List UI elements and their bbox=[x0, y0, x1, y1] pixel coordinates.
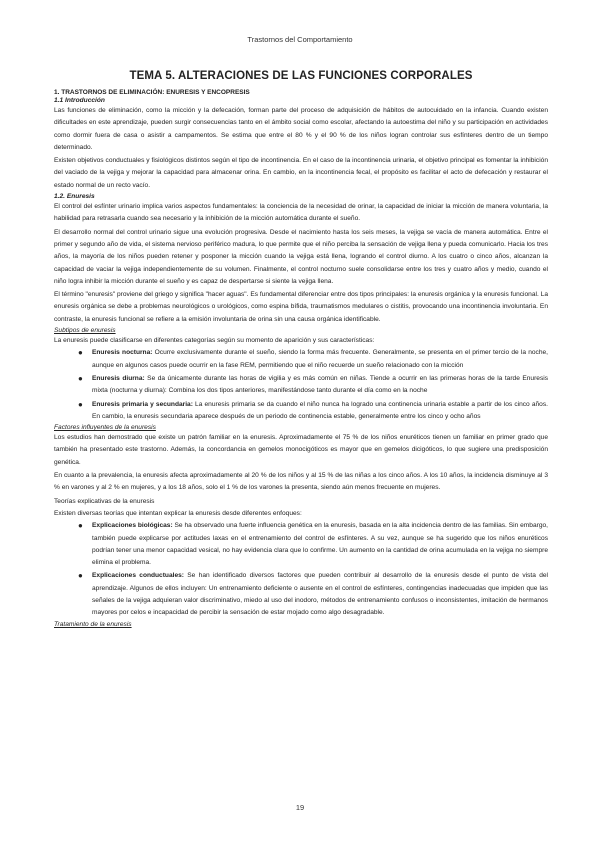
subtipos-intro: La enuresis puede clasificarse en diferentes categorías según su momento de aparición y sus características: bbox=[54, 337, 375, 345]
list-item-text: Se han identificado diversos factores que pueden contribuir al desarrollo de la enuresis desde el punto de vista del aprendizaje. Algunos de ellos incluyen: Un entrenamiento deficiente o ausente en el control de esfínteres, contingencias inadecuadas que impiden que las señales de la vejiga adquieran valor discriminativo, miedo al uso del inodoro, métodos de entrenamiento confusos o inconsistentes, imitación de hermanos mayores por celos e incapacidad de percibir la sensación de estar mojado como algo desagradable. bbox=[92, 572, 548, 617]
list-item-label: Enuresis primaria y secundaria: bbox=[92, 400, 193, 408]
list-item bbox=[78, 399, 548, 424]
factores-heading: Factores influyentes de la enuresis bbox=[54, 424, 156, 432]
page-number: 19 bbox=[295, 803, 305, 812]
list-item-label: Explicaciones conductuales: bbox=[92, 572, 184, 580]
list-item-label: Enuresis diurna: bbox=[92, 374, 145, 382]
list-item-text: Se da únicamente durante las horas de vigilia y es más común en niñas. Tiende a ocurrir en las primeras horas de la tarde Enuresis mixta (nocturna y diurna): Combina los dos tipos anteriores, manifestándose tanto durante el día como en la noche bbox=[92, 374, 548, 395]
bullet-icon: ● bbox=[78, 571, 83, 581]
bullet-icon: ● bbox=[78, 521, 83, 531]
list-item-text: La enuresis primaria se da cuando el niño nunca ha logrado una continencia urinaria estable a partir de los cinco años. En cambio, la enuresis secundaria aparece después de un periodo de continencia estable, generalmente entre los cinco y ocho años bbox=[92, 400, 548, 420]
list-item bbox=[78, 570, 548, 619]
list-item bbox=[78, 373, 548, 398]
page-content bbox=[54, 70, 548, 629]
running-header: Trastornos del Comportamiento bbox=[247, 35, 353, 44]
bullet-icon: ● bbox=[78, 348, 83, 358]
enuresis-paragraph-1: El control del esfínter urinario implica varios aspectos fundamentales: la conciencia de la necesidad de orinar, la capacidad de iniciar la micción de manera voluntaria, la habilidad para retrasarla cuando sea necesario y la inhibición de la micción automática durante el sueño. bbox=[54, 203, 548, 223]
teorias-list bbox=[54, 520, 548, 619]
list-item-label: Enuresis nocturna: bbox=[92, 349, 153, 357]
subsection-heading-enuresis: 1.2. Enuresis bbox=[54, 193, 95, 201]
subsection-heading-intro: 1.1 Introducción bbox=[54, 97, 105, 104]
list-item-label: Explicaciones biológicas: bbox=[92, 522, 173, 530]
enuresis-paragraph-2: El desarrollo normal del control urinario sigue una evolución progresiva. Desde el nacimiento hasta los seis meses, la vejiga se vacía de manera automática. Entre el primer y segundo año de vida, el sistema nervioso periférico madura, lo que permite que el niño perciba la sensación de vejiga llena y pueda comunicarlo. Hacia los tres años, la mayoría de los niños pueden retener y posponer la micción cuando la vejiga está llena, logrando el control diurno. A los cuatro o cinco años, alcanzan la capacidad de vaciar la vejiga independientemente de su volumen. Finalmente, el control nocturno suele consolidarse entre los tres y cuatro años y medio, cuando el niño logra inhibir la micción durante el sueño y es capaz de despertarse si siente la vejiga llena. bbox=[54, 228, 548, 285]
teorias-heading: Teorías explicativas de la enuresis bbox=[54, 497, 155, 505]
factores-paragraph-1: Los estudios han demostrado que existe un patrón familiar en la enuresis. Aproximadamente el 75 % de los niños enuréticos tienen un familiar en primer grado que también ha presentado este trastorno. Además, la concordancia en gemelos monocigóticos es mayor que en gemelos dicigóticos, lo que sugiere una predisposición genética. bbox=[54, 434, 548, 466]
section-heading: 1. TRASTORNOS DE ELIMINACIÓN: ENURESIS Y ENCOPRESIS bbox=[54, 89, 250, 96]
factores-paragraph-2: En cuanto a la prevalencia, la enuresis afecta aproximadamente al 20 % de los niños y al 15 % de las niñas a los cinco años. A los 10 años, la incidencia disminuye al 3 % en varones y al 2 % en mujeres, y a los 18 años, solo el 1 % de los varones la presenta, siendo aún menos frecuente en mujeres. bbox=[54, 472, 548, 492]
teorias-intro: Existen diversas teorías que intentan explicar la enuresis desde diferentes enfoques: bbox=[54, 509, 302, 517]
bullet-icon: ● bbox=[78, 373, 83, 383]
subtipos-list bbox=[54, 347, 548, 423]
intro-paragraph-1: Las funciones de eliminación, como la micción y la defecación, forman parte del proceso de adquisición de hábitos de autocuidado en la infancia. Cuando existen dificultades en este aprendizaje, pueden surgir consecuencias tanto en el ámbito social como escolar, afectando la autoestima del niño y su participación en actividades como dormir fuera de casa o asistir a campamentos. Se estima que entre el 80 % y el 90 % de los niños logran controlar sus esfínteres dentro de un tiempo determinado. bbox=[54, 107, 548, 151]
subtipos-heading: Subtipos de enuresis bbox=[54, 327, 116, 335]
list-item-text: Ocurre exclusivamente durante el sueño, siendo la forma más frecuente. Generalmente, se presenta en el primer tercio de la noche, aunque en algunos casos puede ocurrir en la fase REM, permitiendo que el niño recuerde un sueño relacionado con la micción bbox=[92, 349, 548, 369]
intro-paragraph-2: Existen objetivos conductuales y fisiológicos distintos según el tipo de incontinencia. En el caso de la incontinencia urinaria, el objetivo principal es fomentar la inhibición del vaciado de la vejiga y mejorar la capacidad para almacenar orina. En cambio, en la incontinencia fecal, el propósito es facilitar el acto de defecación y restaurar el estado normal de un recto vacío. bbox=[54, 157, 548, 189]
list-item-text: Se ha observado una fuerte influencia genética en la enuresis, basada en la alta incidencia dentro de las familias. Sin embargo, también puede explicarse por actitudes laxas en el entrenamiento del control de esfínteres. A su vez, aunque se ha sugerido que los niños enuréticos podrían tener una menor capacidad vesical, no hay evidencia clara que lo confirme. Un aumento en la cantidad de orina acumulada en la vejiga no siempre elimina el problema. bbox=[92, 522, 548, 567]
chapter-title: TEMA 5. ALTERACIONES DE LAS FUNCIONES CORPORALES bbox=[129, 70, 473, 82]
list-item bbox=[78, 520, 548, 569]
list-item bbox=[78, 347, 548, 372]
enuresis-paragraph-3: El término "enuresis" proviene del griego y significa "hacer aguas". Es fundamental diferenciar entre dos tipos principales: la enuresis orgánica y la enuresis funcional. La enuresis orgánica se debe a problemas neurológicos o urológicos, como espina bífida, traumatismos medulares o cistitis, provocando una incontinencia involuntaria. En contraste, la enuresis funcional se refiere a la emisión involuntaria de orina sin una causa orgánica identificable. bbox=[54, 291, 548, 323]
tratamiento-heading: Tratamiento de la enuresis bbox=[54, 620, 132, 628]
bullet-icon: ● bbox=[78, 399, 83, 409]
